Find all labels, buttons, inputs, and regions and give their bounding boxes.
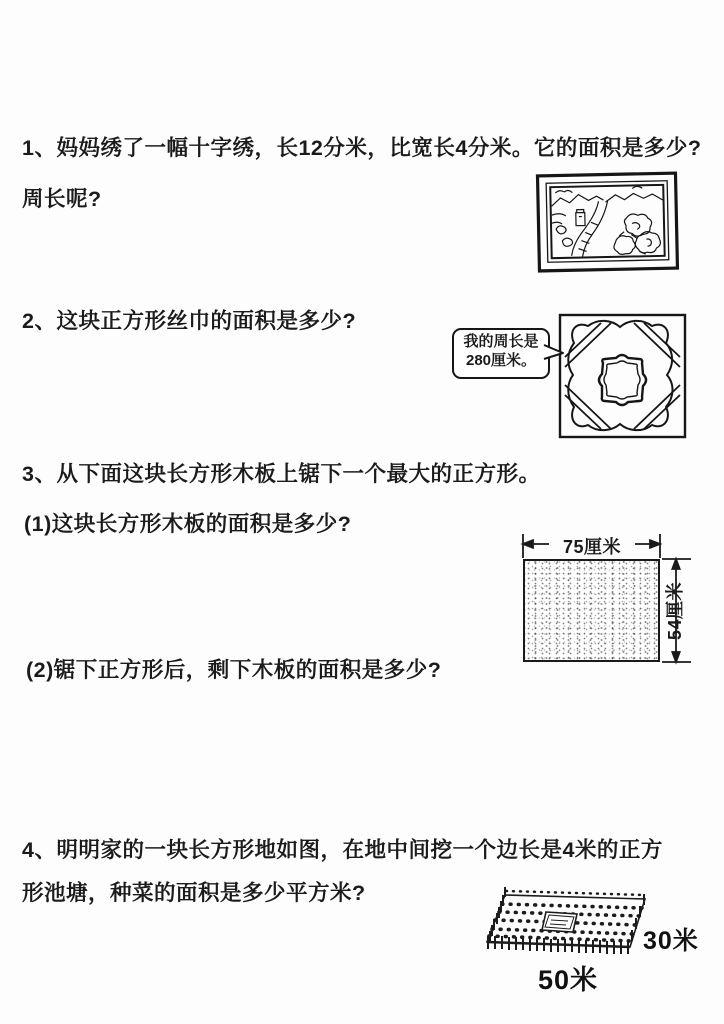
- scarf-figure: [557, 313, 688, 440]
- problem2-text: 2、这块正方形丝巾的面积是多少?: [22, 309, 357, 333]
- pond: [542, 912, 577, 932]
- cross-stitch-picture-svg: [535, 171, 681, 276]
- field-length-label: 50米: [538, 965, 599, 995]
- bubble-line1: 我的周长是: [463, 333, 539, 350]
- speech-bubble: [452, 328, 550, 379]
- landscape-sketch: [551, 186, 663, 257]
- speech-bubble-pointer: [543, 343, 565, 361]
- problem1-line2: 周长呢?: [22, 187, 102, 211]
- problem3-q2: (2)锯下正方形后，剩下木板的面积是多少?: [26, 658, 442, 682]
- board-height-label: 54厘米: [665, 581, 685, 641]
- scarf-center-frame-outer: [599, 355, 646, 405]
- problem3-text: 3、从下面这块长方形木板上锯下一个最大的正方形。: [22, 462, 541, 486]
- wood-board-figure: [505, 531, 717, 671]
- front-fence-posts: [488, 936, 628, 954]
- scarf-corner-diagonals: [565, 323, 680, 429]
- field-width-label: 30米: [643, 927, 699, 955]
- problem3-q1: (1)这块长方形木板的面积是多少?: [24, 512, 352, 536]
- problem1-line1: 1、妈妈绣了一幅十字绣，长12分米，比宽长4分米。它的面积是多少?: [22, 136, 702, 160]
- scarf-center-frame-inner: [604, 361, 640, 399]
- board-width-label: 75厘米: [549, 533, 635, 559]
- scarf-svg: [557, 313, 688, 440]
- bubble-line2: 280厘米。: [465, 351, 537, 369]
- left-fence-posts: [490, 887, 505, 942]
- cross-stitch-picture: [535, 171, 681, 276]
- problem4-text: 4、明明家的一块长方形地如图，在地中间挖一个边长是4米的正方形池塘，种菜的面积是多少平方米?: [22, 838, 663, 905]
